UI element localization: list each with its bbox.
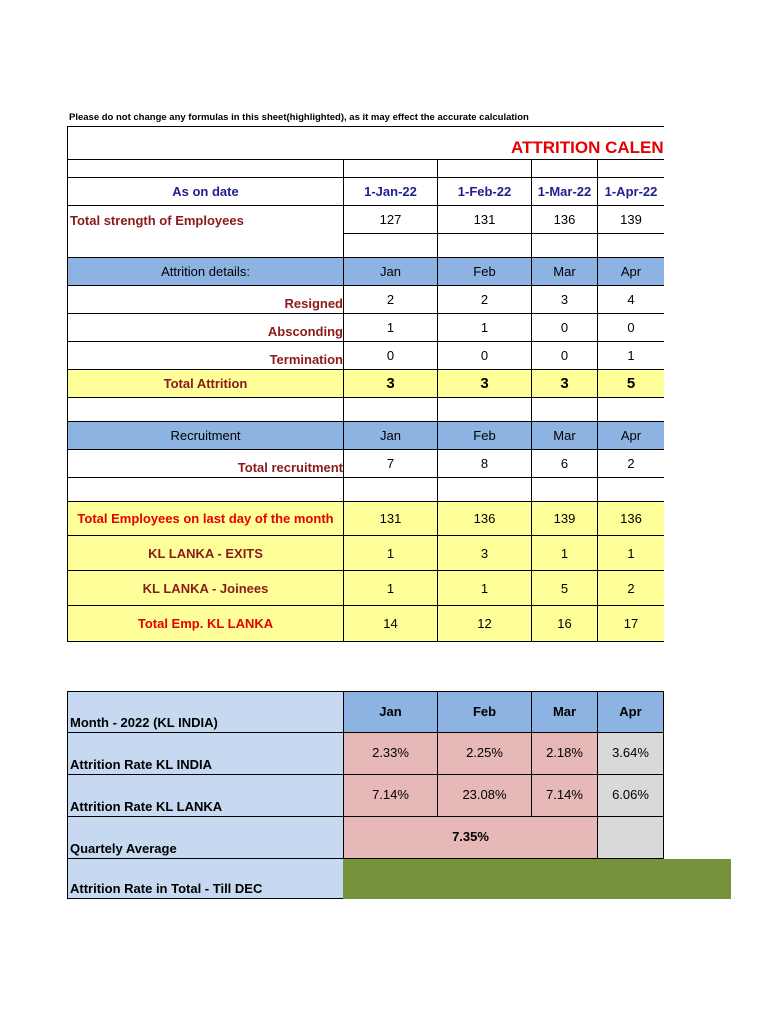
joinees-value[interactable]: 2 [598,571,664,606]
total-strength-label[interactable]: Total strength of Employees [67,206,344,234]
india-rate-value[interactable]: 2.25% [438,733,532,775]
absconding-value[interactable]: 0 [598,314,664,342]
india-rate-value[interactable]: 3.64% [598,733,664,775]
termination-value[interactable]: 0 [438,342,532,370]
quarterly-average-empty[interactable] [598,817,664,859]
cell-empty[interactable] [438,478,532,502]
kl-lanka-emp-value[interactable]: 12 [438,606,532,642]
month-header[interactable]: Apr [598,422,664,450]
total-attrition-value[interactable]: 3 [344,370,438,398]
total-attrition-label[interactable]: Total Attrition [67,370,344,398]
month-header[interactable]: Mar [532,258,598,286]
lanka-rate-value[interactable]: 7.14% [344,775,438,817]
rate-month-header[interactable]: Feb [438,691,532,733]
absconding-value[interactable]: 0 [532,314,598,342]
month-header[interactable]: Feb [438,422,532,450]
cell-empty[interactable] [67,160,344,178]
resigned-value[interactable]: 4 [598,286,664,314]
total-attrition-value[interactable]: 3 [532,370,598,398]
cell-empty[interactable] [344,478,438,502]
india-rate-value[interactable]: 2.33% [344,733,438,775]
recruitment-label[interactable]: Recruitment [67,422,344,450]
total-recruitment-label[interactable]: Total recruitment [67,450,344,478]
recruitment-value[interactable]: 8 [438,450,532,478]
kl-lanka-emp-value[interactable]: 14 [344,606,438,642]
exits-value[interactable]: 3 [438,536,532,571]
cell-empty[interactable] [532,234,598,258]
joinees-value[interactable]: 1 [344,571,438,606]
lanka-rate-value[interactable]: 7.14% [532,775,598,817]
lanka-rate-value[interactable]: 6.06% [598,775,664,817]
india-rate-value[interactable]: 2.18% [532,733,598,775]
last-day-value[interactable]: 136 [598,502,664,536]
resigned-value[interactable]: 2 [438,286,532,314]
kl-lanka-emp-value[interactable]: 17 [598,606,664,642]
cell-empty[interactable] [438,160,532,178]
termination-label[interactable]: Termination [67,342,344,370]
cell-empty[interactable] [344,398,438,422]
month-header[interactable]: Apr [598,258,664,286]
formula-warning-notice: Please do not change any formulas in this sheet(highlighted), as it may effect the accurate calculation [69,112,529,123]
total-attrition-value[interactable]: 3 [438,370,532,398]
date-cell[interactable]: 1-Feb-22 [438,178,532,206]
cell-empty[interactable] [438,398,532,422]
total-rate-value-cell[interactable] [343,859,731,899]
recruitment-value[interactable]: 2 [598,450,664,478]
strength-value[interactable]: 131 [438,206,532,234]
termination-value[interactable]: 0 [532,342,598,370]
cell-empty[interactable] [598,478,664,502]
cell-empty[interactable] [532,478,598,502]
as-on-date-label[interactable]: As on date [67,178,344,206]
quarterly-average-value[interactable]: 7.35% [344,817,598,859]
rate-month-header[interactable]: Apr [598,691,664,733]
kl-lanka-emp-value[interactable]: 16 [532,606,598,642]
month-header[interactable]: Feb [438,258,532,286]
last-day-label[interactable]: Total Employees on last day of the month [67,502,344,536]
last-day-value[interactable]: 131 [344,502,438,536]
cell-empty[interactable] [532,398,598,422]
recruitment-value[interactable]: 6 [532,450,598,478]
date-cell[interactable]: 1-Mar-22 [532,178,598,206]
rate-month-header[interactable]: Jan [344,691,438,733]
month-header[interactable]: Jan [344,258,438,286]
date-cell[interactable]: 1-Apr-22 [598,178,664,206]
cell-empty[interactable] [598,398,664,422]
total-attrition-value[interactable]: 5 [598,370,664,398]
exits-value[interactable]: 1 [598,536,664,571]
last-day-value[interactable]: 139 [532,502,598,536]
sheet-title: ATTRITION CALEN [511,138,664,157]
cell-empty[interactable] [67,478,344,502]
termination-value[interactable]: 1 [598,342,664,370]
date-cell[interactable]: 1-Jan-22 [344,178,438,206]
kl-lanka-exits-label[interactable]: KL LANKA - EXITS [67,536,344,571]
joinees-value[interactable]: 5 [532,571,598,606]
month-year-label[interactable]: Month - 2022 (KL INDIA) [67,691,344,733]
absconding-value[interactable]: 1 [438,314,532,342]
total-emp-kl-lanka-label[interactable]: Total Emp. KL LANKA [67,606,344,642]
strength-value[interactable]: 136 [532,206,598,234]
cell-empty[interactable] [344,160,438,178]
last-day-value[interactable]: 136 [438,502,532,536]
absconding-label[interactable]: Absconding [67,314,344,342]
attrition-sheet [67,126,664,642]
strength-value[interactable]: 139 [598,206,664,234]
cell-empty[interactable] [67,398,344,422]
lanka-rate-value[interactable]: 23.08% [438,775,532,817]
resigned-label[interactable]: Resigned [67,286,344,314]
absconding-value[interactable]: 1 [344,314,438,342]
rate-month-header[interactable]: Mar [532,691,598,733]
exits-value[interactable]: 1 [344,536,438,571]
joinees-value[interactable]: 1 [438,571,532,606]
recruitment-value[interactable]: 7 [344,450,438,478]
attrition-details-label[interactable]: Attrition details: [67,258,344,286]
resigned-value[interactable]: 3 [532,286,598,314]
exits-value[interactable]: 1 [532,536,598,571]
cell-empty[interactable] [438,234,532,258]
month-header[interactable]: Mar [532,422,598,450]
cell-empty[interactable] [344,234,438,258]
strength-value[interactable]: 127 [344,206,438,234]
kl-lanka-joinees-label[interactable]: KL LANKA - Joinees [67,571,344,606]
cell-empty[interactable] [598,234,664,258]
month-header[interactable]: Jan [344,422,438,450]
quarterly-average-label[interactable]: Quartely Average [67,817,344,859]
cell-empty[interactable] [67,234,344,258]
cell-empty[interactable] [532,160,598,178]
termination-value[interactable]: 0 [344,342,438,370]
cell-empty[interactable] [598,160,664,178]
resigned-value[interactable]: 2 [344,286,438,314]
india-rate-label[interactable]: Attrition Rate KL INDIA [67,733,344,775]
lanka-rate-label[interactable]: Attrition Rate KL LANKA [67,775,344,817]
total-rate-label[interactable]: Attrition Rate in Total - Till DEC [67,859,344,899]
